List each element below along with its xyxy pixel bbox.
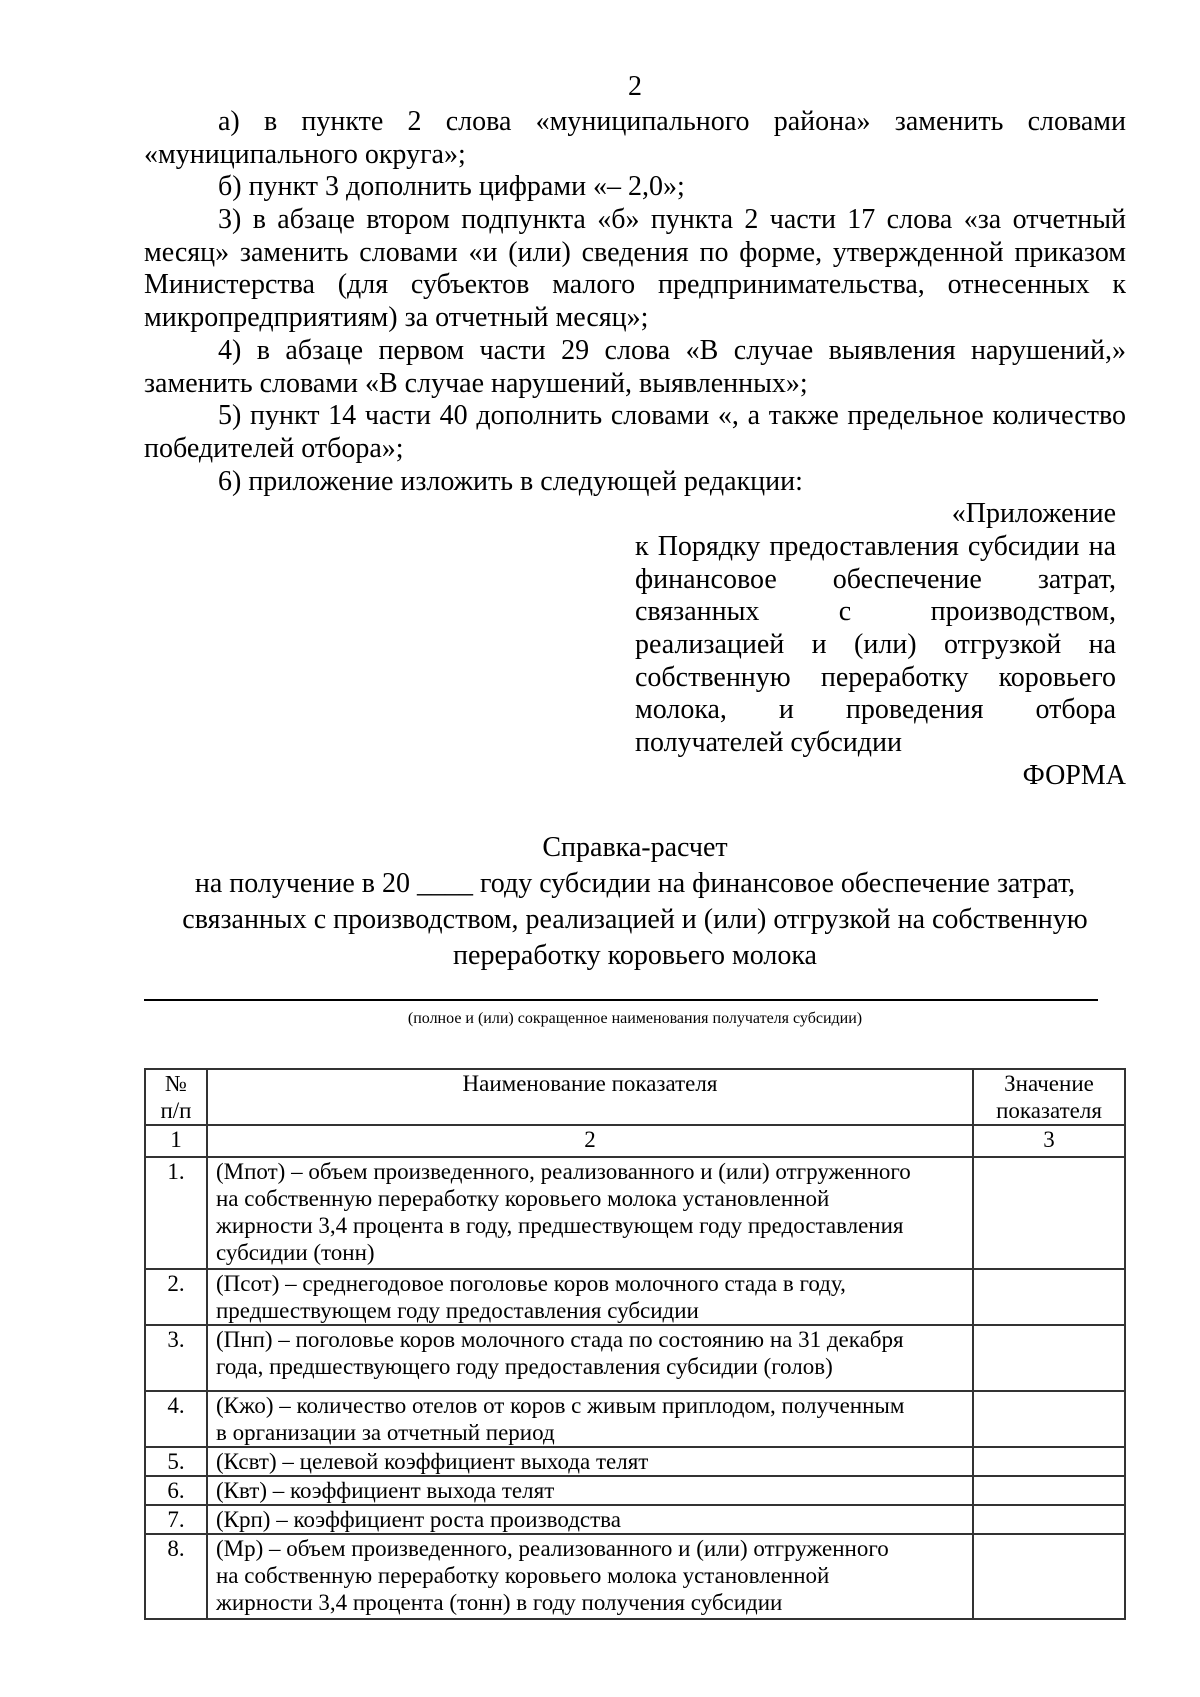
header-num: [145, 1069, 207, 1125]
column-number: 3: [973, 1125, 1125, 1157]
indicator-name: [207, 1269, 973, 1325]
header-text: Значение: [1004, 1071, 1094, 1096]
recipient-caption: (полное и (или) сокращенное наименования получателя субсидии): [407, 1010, 863, 1027]
indicator-name: [207, 1505, 973, 1534]
row-number: 7.: [145, 1505, 207, 1534]
title-line: Справка-расчет: [542, 832, 728, 863]
appendix-line: молока, и проведения отбора: [635, 694, 1116, 726]
column-number-row: [145, 1125, 1125, 1157]
body-line: микропредприятиям) за отчетный месяц»;: [144, 302, 649, 334]
title-line: на получение в 20 ____ году субсидии на финансовое обеспечение затрат,: [194, 868, 1076, 899]
indicator-value-cell[interactable]: [973, 1391, 1125, 1447]
appendix-line: к Порядку предоставления субсидии на: [635, 530, 1116, 562]
row-number: 4.: [145, 1391, 207, 1447]
column-number: 1: [145, 1125, 207, 1157]
title-line: переработку коровьего молока: [453, 940, 817, 971]
table-row: [145, 1325, 1125, 1391]
row-number: 6.: [145, 1476, 207, 1505]
table-row: [145, 1505, 1125, 1534]
header-text: п/п: [160, 1098, 192, 1123]
indicator-line: (Квт) – коэффициент выхода телят: [216, 1478, 555, 1503]
body-line: заменить словами «В случае нарушений, выявленных»;: [144, 367, 808, 399]
row-number: 5.: [145, 1447, 207, 1476]
appendix-line: связанных с производством,: [635, 596, 1116, 628]
indicator-name: [207, 1157, 973, 1269]
title-line: связанных с производством, реализацией и (или) отгрузкой на собственную: [182, 904, 1088, 935]
indicator-value-cell[interactable]: [973, 1476, 1125, 1505]
appendix-line: финансовое обеспечение затрат,: [635, 563, 1116, 595]
row-number: 1.: [145, 1157, 207, 1269]
appendix-heading: «Приложение: [951, 498, 1116, 530]
indicator-line: (Ксвт) – целевой коэффициент выхода телят: [216, 1449, 649, 1474]
row-number: 8.: [145, 1534, 207, 1619]
indicator-name: [207, 1534, 973, 1619]
indicator-line: субсидии (тонн): [216, 1240, 375, 1265]
indicator-name: [207, 1325, 973, 1391]
body-line: 5) пункт 14 части 40 дополнить словами «, а также предельное количество: [218, 400, 1126, 432]
header-name: [207, 1069, 973, 1125]
indicator-value-cell[interactable]: [973, 1534, 1125, 1619]
appendix-line: получателей субсидии: [635, 727, 902, 759]
appendix-line: реализацией и (или) отгрузкой на: [635, 629, 1116, 660]
indicators-table: [144, 1068, 1126, 1620]
body-line: 3) в абзаце втором подпункта «б» пункта 2 части 17 слова «за отчетный: [218, 204, 1126, 236]
row-number: 2.: [145, 1269, 207, 1325]
indicator-line: (Кжо) – количество отелов от коров с живым приплодом, полученным: [216, 1393, 905, 1418]
table-header-row: [145, 1069, 1125, 1125]
table-row: [145, 1157, 1125, 1269]
indicator-value-cell[interactable]: [973, 1447, 1125, 1476]
body-line: 4) в абзаце первом части 29 слова «В случае выявления нарушений,»: [218, 334, 1126, 366]
header-text: №: [165, 1071, 187, 1096]
column-number: 2: [207, 1125, 973, 1157]
header-text: показателя: [996, 1098, 1102, 1123]
indicator-line: предшествующем году предоставления субсидии: [216, 1298, 699, 1323]
body-line: победителей отбора»;: [144, 432, 404, 464]
indicator-line: в организации за отчетный период: [216, 1420, 555, 1445]
page-number: 2: [628, 71, 642, 102]
indicator-name: [207, 1447, 973, 1476]
appendix-line: собственную переработку коровьего: [635, 661, 1116, 693]
header-text: Наименование показателя: [462, 1071, 718, 1096]
table-row: [145, 1269, 1125, 1325]
document-body: [144, 106, 1126, 792]
body-line: 6) приложение изложить в следующей редакции:: [218, 465, 803, 497]
table-row: [145, 1534, 1125, 1619]
body-line: месяц» заменить словами «и (или) сведения по форме, утвержденной приказом: [144, 236, 1126, 268]
body-line: б) пункт 3 дополнить цифрами «– 2,0»;: [218, 171, 685, 203]
indicator-value-cell[interactable]: [973, 1157, 1125, 1269]
indicator-line: (Мпот) – объем произведенного, реализованного и (или) отгруженного: [216, 1159, 911, 1184]
indicator-line: на собственную переработку коровьего молока установленной: [216, 1563, 830, 1588]
form-title: [144, 830, 1126, 974]
indicator-line: (Пнп) – поголовье коров молочного стада по состоянию на 31 декабря: [216, 1327, 904, 1352]
indicator-value-cell[interactable]: [973, 1505, 1125, 1534]
recipient-name-line: [144, 999, 1098, 1001]
indicator-line: на собственную переработку коровьего молока установленной: [216, 1186, 830, 1211]
indicator-line: (Крп) – коэффициент роста производства: [216, 1507, 621, 1532]
indicator-value-cell[interactable]: [973, 1269, 1125, 1325]
body-line: «муниципального округа»;: [144, 138, 466, 170]
indicator-value-cell[interactable]: [973, 1325, 1125, 1391]
indicator-name: [207, 1476, 973, 1505]
table-row: [145, 1447, 1125, 1476]
row-number: 3.: [145, 1325, 207, 1391]
indicator-line: года, предшествующего году предоставления субсидии (голов): [216, 1354, 833, 1379]
indicator-line: жирности 3,4 процента в году, предшествующем году предоставления: [216, 1213, 904, 1238]
body-line: а) в пункте 2 слова «муниципального района» заменить словами: [218, 106, 1126, 137]
table-row: [145, 1476, 1125, 1505]
table-row: [145, 1391, 1125, 1447]
indicator-line: (Мр) – объем произведенного, реализованного и (или) отгруженного: [216, 1536, 889, 1561]
indicator-name: [207, 1391, 973, 1447]
header-value: [973, 1069, 1125, 1125]
body-line: Министерства (для субъектов малого предпринимательства, отнесенных к: [144, 269, 1126, 301]
indicator-line: жирности 3,4 процента (тонн) в году получения субсидии: [216, 1590, 783, 1615]
form-label: ФОРМА: [1022, 759, 1126, 791]
indicator-line: (Псот) – среднегодовое поголовье коров молочного стада в году,: [216, 1271, 846, 1296]
